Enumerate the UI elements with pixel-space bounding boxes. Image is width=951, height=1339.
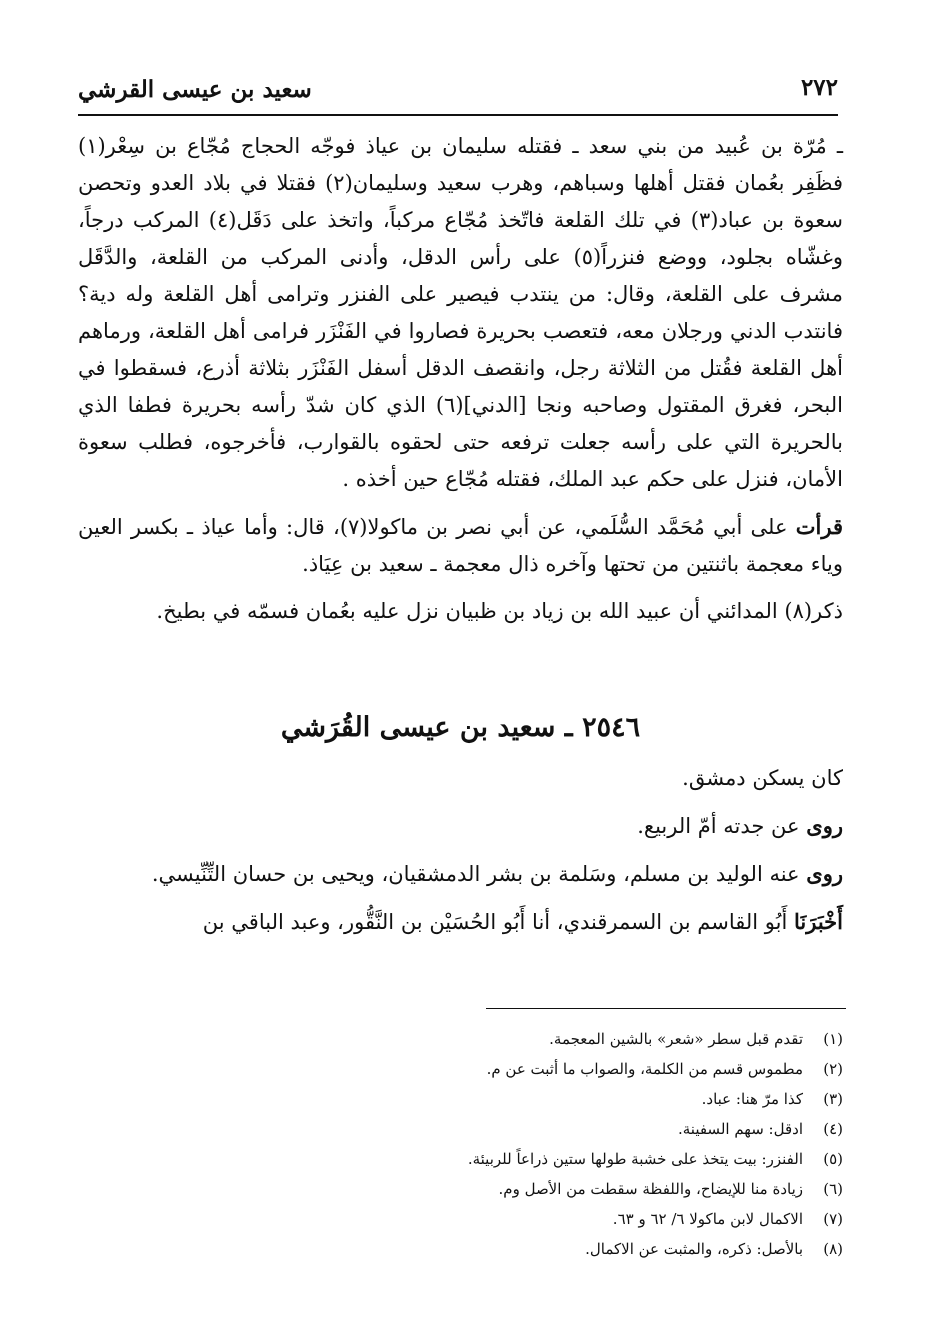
footnote xyxy=(160,1114,843,1144)
footnote-text: مطموس قسم من الكلمة، والصواب ما أثبت عن م. xyxy=(486,1060,803,1078)
paragraph-text: ذكر(٨) المدائني أن عبيد الله بن زياد بن ظبيان نزل عليه بعُمان فسمّه في بطيخ. xyxy=(156,599,843,623)
footnote-text: كذا مرّ هنا: عباد. xyxy=(701,1090,803,1108)
paragraph-text: ـ مُرّة بن عُبيد من بني سعد ـ فقتله سليمان بن عياذ فوجّه الحجاج مُجّاع بن سِعْر(١) فظَفِر بعُمان فقتل أهلها وسباهم، وهرب سعيد وسليمان(٢) فقتلا في بلاد العدو وتحصن سعوة بن عباد(٣) في تلك القلعة فاتّخذ مُجّاع مركباً، واتخذ على دَقَل(٤) المركب درجاً، وغشّاه بجلود، ووضع فنزراً(٥) على رأس الدقل، وأدنى المركب من القلعة، والدَّقَل مشرف على القلعة، وقال: من ينتدب فيصير على الفنزر وترامى أهل القلعة وله دية؟ فانتدب الدني ورجلان معه، فتعصب بحريرة فصاروا في الفَنْزَر فرامى أهل القلعة، ورماهم أهل القلعة فقُتل من الثلاثة رجل، وانقصف الدقل أسفل الفَنْزَر بثلاثة أذرع، فسقطوا في البحر، فغرق المقتول وصاحبه ونجا [الدني](٦) الذي كان شدّ رأسه بحريرة فطفا الذي بالحريرة التي على رأسه جعلت ترفعه حتى لحقوه بالقوارب، فأخرجوه، فطلب سعوة الأمان، فنزل على حكم عبد الملك، فقتله مُجّاع حين أخذه . xyxy=(78,134,843,491)
entry-line-lead-word: روى xyxy=(806,813,843,838)
entry-line-text: عنه الوليد بن مسلم، وسَلمة بن بشر الدمشقيان، ويحيى بن حسان التِّنِّيسي. xyxy=(151,862,800,886)
main-text xyxy=(78,128,843,630)
footnote xyxy=(160,1234,843,1264)
paragraph-text: على أبي مُحَمَّد السُّلَمي، عن أبي نصر بن ماكولا(٧)، قال: وأما عياذ ـ بكسر العين وياء معجمة باثنتين من تحتها وآخره ذال معجمة ـ سعيد بن عِيَاذ. xyxy=(78,515,843,576)
footnote-text: بالأصل: ذكره، والمثبت عن الاكمال. xyxy=(585,1240,803,1258)
footnote xyxy=(160,1084,843,1114)
entry-text xyxy=(78,760,843,951)
footnote xyxy=(160,1204,843,1234)
footnote-number: (٦) xyxy=(823,1180,843,1198)
footnotes xyxy=(160,1024,843,1264)
footnote-number: (٨) xyxy=(823,1240,843,1258)
footnote-text: ادقل: سهم السفينة. xyxy=(677,1120,803,1138)
footnote-number: (١) xyxy=(823,1030,843,1048)
entry-line xyxy=(78,855,843,893)
entry-line-lead-word: أَخْبَرَنَا xyxy=(794,909,843,934)
footnote xyxy=(160,1054,843,1084)
entry-line xyxy=(78,807,843,845)
entry-line-text: عن جدته أمّ الربيع. xyxy=(637,814,800,838)
footnote-number: (٢) xyxy=(823,1060,843,1078)
entry-line xyxy=(78,903,843,941)
footnote-number: (٧) xyxy=(823,1210,843,1228)
entry-line-text: كان يسكن دمشق. xyxy=(682,766,843,790)
paragraph xyxy=(78,128,843,498)
paragraph-lead-word: قرأت xyxy=(795,514,843,539)
entry-heading: ٢٥٤٦ ـ سعيد بن عيسى القُرَشي xyxy=(280,712,641,743)
footnote-text: تقدم قبل سطر «شعر» بالشين المعجمة. xyxy=(549,1030,803,1048)
page-header xyxy=(78,74,838,116)
running-title: سعيد بن عيسى القرشي xyxy=(78,76,312,103)
footnote xyxy=(160,1144,843,1174)
footnote-number: (٣) xyxy=(823,1090,843,1108)
paragraph xyxy=(78,593,843,630)
entry-line-lead-word: روى xyxy=(806,861,843,886)
footnote xyxy=(160,1024,843,1054)
footnote-divider xyxy=(486,1008,846,1009)
page-number: ٢٧٢ xyxy=(800,74,838,101)
footnote-text: الاكمال لابن ماكولا ٦/ ٦٢ و ٦٣. xyxy=(612,1210,803,1228)
paragraph xyxy=(78,508,843,583)
footnote-number: (٤) xyxy=(823,1120,843,1138)
footnote-number: (٥) xyxy=(823,1150,843,1168)
footnote-text: الفنزر: بيت يتخذ على خشبة طولها ستين ذراعاً للربيئة. xyxy=(467,1150,803,1168)
footnote xyxy=(160,1174,843,1204)
entry-line xyxy=(78,760,843,797)
entry-line-text: أَبُو القاسم بن السمرقندي، أنا أَبُو الحُسَيْن بن النَّقُّور، وعبد الباقي بن xyxy=(202,910,788,934)
footnote-text: زيادة منا للإيضاح، واللفظة سقطت من الأصل وم. xyxy=(498,1180,803,1198)
